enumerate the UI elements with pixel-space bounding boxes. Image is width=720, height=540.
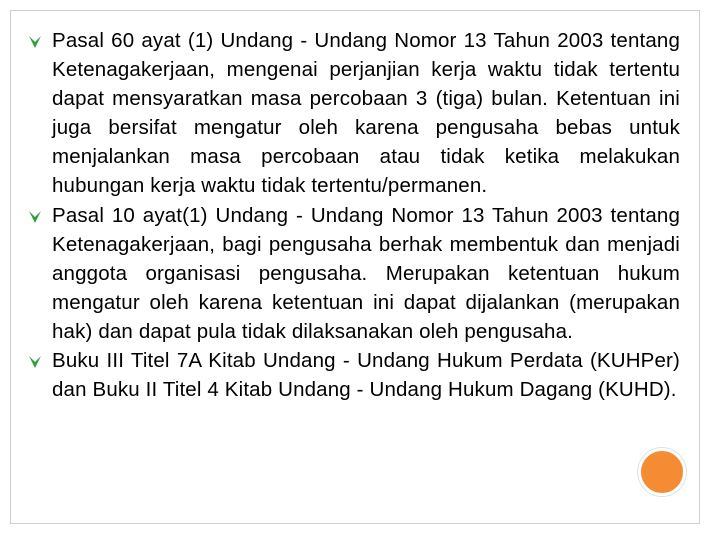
bullet-text: Pasal 60 ayat (1) Undang - Undang Nomor 13 Tahun 2003 tentang Ketenagakerjaan, mengenai perjanjian kerja waktu tidak tertentu dapat mensyaratkan masa percobaan 3 (tiga) bulan. Ketentuan ini juga bersifat mengatur oleh karena pengusaha bebas untuk menjalankan masa percobaan atau tidak ketika melakukan hubungan kerja waktu tidak tertentu/permanen.: [52, 29, 680, 198]
bullet-item-1: [28, 26, 680, 201]
bullet-text: Buku III Titel 7A Kitab Undang - Undang Hukum Perdata (KUHPer) dan Buku II Titel 4 Kitab Undang - Undang Hukum Dagang (KUHD).: [52, 349, 680, 402]
bullet-list: [28, 26, 680, 404]
bullet-text: Pasal 10 ayat(1) Undang - Undang Nomor 13 Tahun 2003 tentang Ketenagakerjaan, bagi pengusaha berhak membentuk dan menjadi anggota organisasi pengusaha. Merupakan ketentuan hukum mengatur oleh karena ketentuan ini dapat dijalankan (merupakan hak) dan dapat pula tidak dilaksanakan oleh pengusaha.: [52, 203, 680, 343]
checkmark-icon: [28, 355, 42, 369]
checkmark-icon: [28, 35, 42, 49]
accent-circle: [638, 448, 686, 496]
bullet-item-3: [28, 346, 680, 404]
checkmark-icon: [28, 210, 42, 224]
bullet-item-2: [28, 201, 680, 346]
